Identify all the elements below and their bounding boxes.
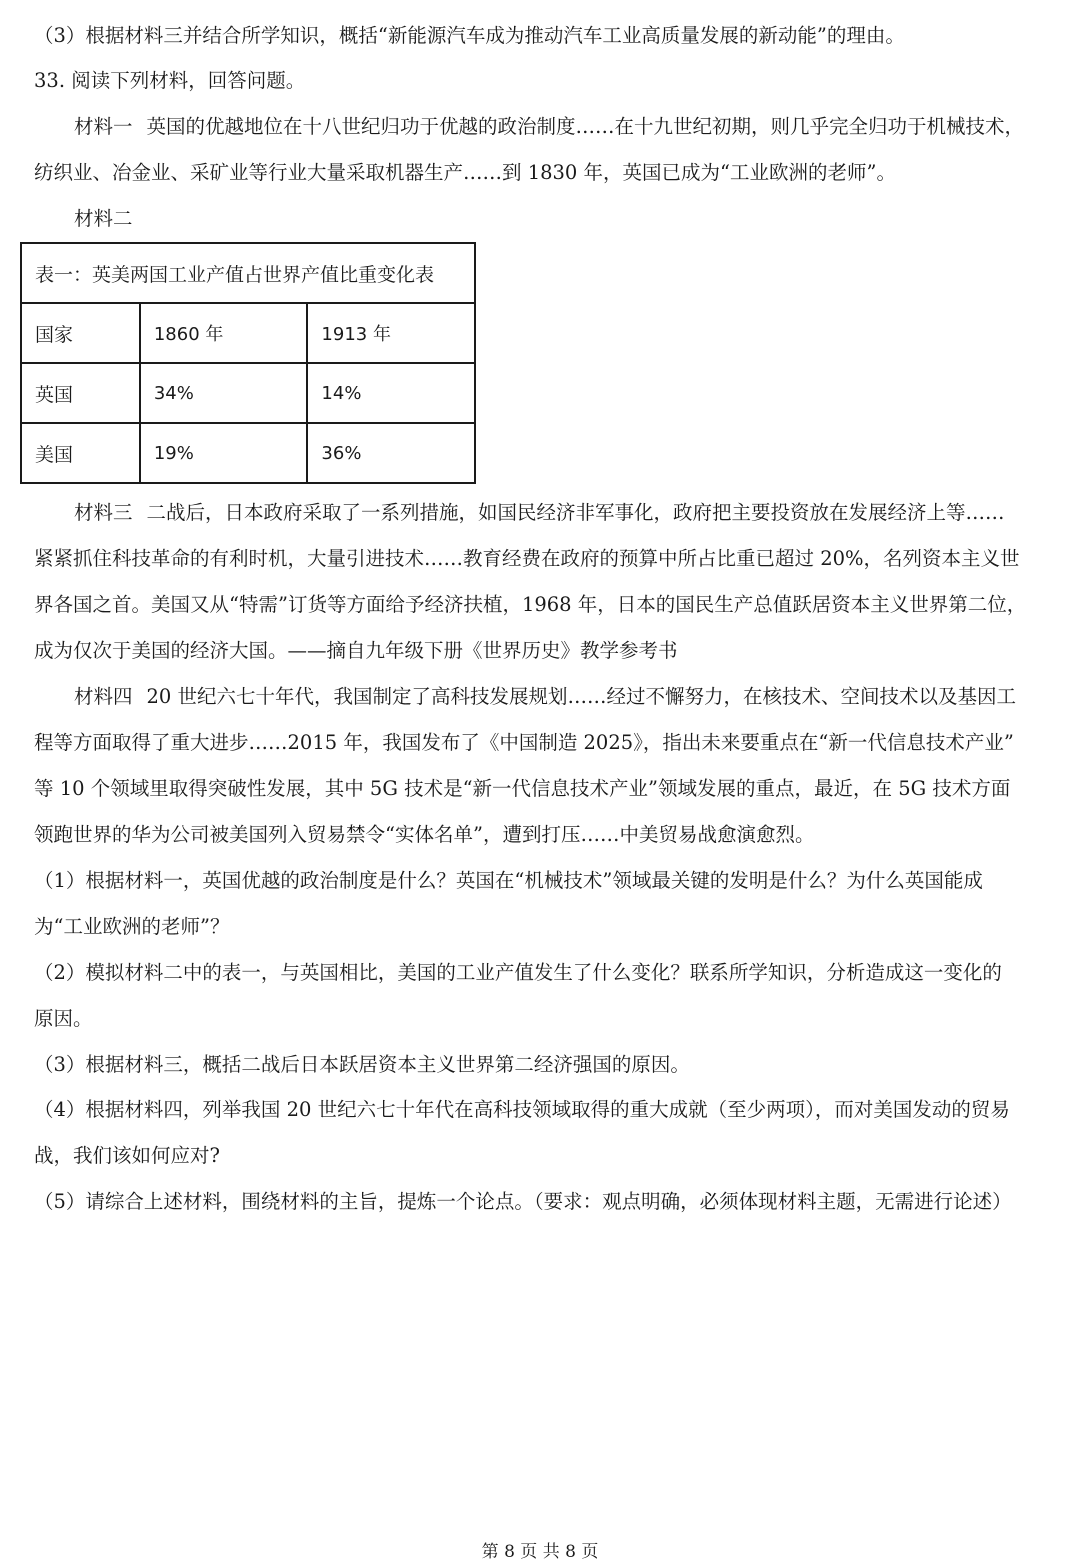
table-caption-row [21, 243, 475, 303]
sub-question-1-line-1: （1）根据材料一，英国优越的政治制度是什么？英国在“机械技术”领域最关键的发明是什么？为什么英国能成 [34, 869, 983, 892]
material-3-line-2: 紧紧抓住科技革命的有利时机，大量引进技术……教育经费在政府的预算中所占比重已超过 20%，名列资本主义世 [34, 547, 1020, 570]
material-4-line-1 [74, 684, 1016, 710]
material-3-line-4: 成为仅次于美国的经济大国。——摘自九年级下册《世界历史》教学参考书 [34, 639, 678, 662]
table-caption: 表一：英美两国工业产值占世界产值比重变化表 [21, 243, 475, 303]
material-3-line-1 [74, 500, 1005, 526]
sub-question-4-line-1: （4）根据材料四，列举我国 20 世纪六七十年代在高科技领域取得的重大成就（至少两项），而对美国发动的贸易 [34, 1098, 1010, 1121]
page-footer: 第 8 页 共 8 页 [481, 1542, 599, 1562]
table-header-row [21, 303, 475, 363]
table-cell-value: 19% [140, 423, 308, 483]
table-cell-value: 34% [140, 363, 308, 423]
table-cell-country: 英国 [21, 363, 140, 423]
sub-question-1-line-2: 为“工业欧洲的老师”？ [34, 915, 230, 938]
industrial-output-table [20, 242, 476, 484]
table-row [21, 363, 475, 423]
material-2-label: 材料二 [74, 207, 133, 230]
material-4-line-2: 程等方面取得了重大进步……2015 年，我国发布了《中国制造 2025》，指出未来要重点在“新一代信息技术产业” [34, 731, 1014, 754]
material-1-label: 材料一 [74, 115, 133, 138]
material-3-line-3: 界各国之首。美国又从“特需”订货等方面给予经济扶植，1968 年，日本的国民生产总值跃居资本主义世界第二位， [34, 593, 1027, 616]
sub-question-5: （5）请综合上述材料，围绕材料的主旨，提炼一个论点。（要求：观点明确，必须体现材料主题，无需进行论述） [34, 1190, 1012, 1213]
material-1-line-2: 纺织业、冶金业、采矿业等行业大量采取机器生产……到 1830 年，英国已成为“工业欧洲的老师”。 [34, 161, 896, 184]
material-4-text: 20 世纪六七十年代，我国制定了高科技发展规划……经过不懈努力，在核技术、空间技术以及基因工 [146, 685, 1017, 708]
material-3-label: 材料三 [74, 501, 133, 524]
material-3-text: 二战后，日本政府采取了一系列措施，如国民经济非军事化，政府把主要投资放在发展经济上等…… [146, 501, 1005, 524]
table-header-country: 国家 [21, 303, 140, 363]
sub-question-2-line-2: 原因。 [34, 1007, 93, 1030]
question-33-title: 33. 阅读下列材料，回答问题。 [34, 69, 306, 92]
prev-question-3: （3）根据材料三并结合所学知识，概括“新能源汽车成为推动汽车工业高质量发展的新动能”的理由。 [34, 24, 905, 47]
material-4-line-3: 等 10 个领域里取得突破性发展，其中 5G 技术是“新一代信息技术产业”领域发展的重点，最近，在 5G 技术方面 [34, 777, 1011, 800]
sub-question-2-line-1: （2）模拟材料二中的表一，与英国相比，美国的工业产值发生了什么变化？联系所学知识，分析造成这一变化的 [34, 961, 1002, 984]
material-1-line-1 [74, 114, 1024, 140]
table-cell-value: 36% [307, 423, 475, 483]
sub-question-3: （3）根据材料三，概括二战后日本跃居资本主义世界第二经济强国的原因。 [34, 1053, 690, 1076]
table-cell-country: 美国 [21, 423, 140, 483]
table-cell-value: 14% [307, 363, 475, 423]
material-4-label: 材料四 [74, 685, 133, 708]
table-header-1860: 1860 年 [140, 303, 308, 363]
material-4-line-4: 领跑世界的华为公司被美国列入贸易禁令“实体名单”，遭到打压……中美贸易战愈演愈烈。 [34, 823, 815, 846]
material-1-text: 英国的优越地位在十八世纪归功于优越的政治制度……在十九世纪初期，则几乎完全归功于机械技术， [146, 115, 1025, 138]
table-header-1913: 1913 年 [307, 303, 475, 363]
sub-question-4-line-2: 战，我们该如何应对? [34, 1144, 220, 1167]
table-row [21, 423, 475, 483]
